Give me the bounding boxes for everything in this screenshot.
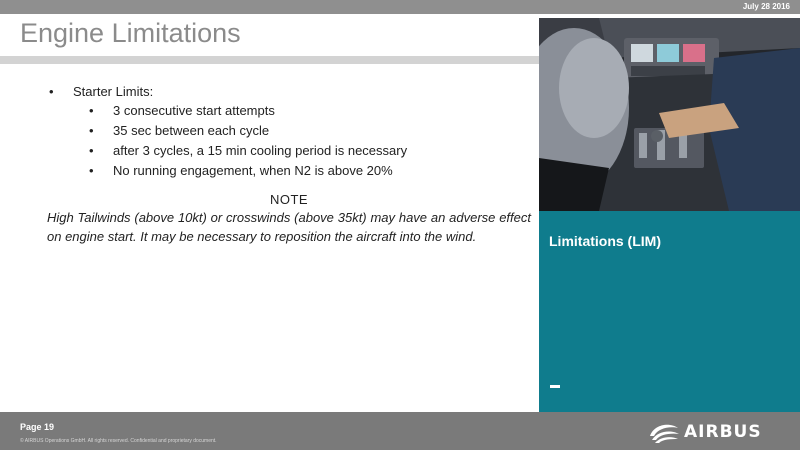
slide-content	[47, 82, 531, 246]
starter-limits-heading: • Starter Limits:	[47, 82, 531, 101]
footer	[0, 412, 800, 450]
list-item: • 35 sec between each cycle	[47, 121, 531, 141]
page-title: Engine Limitations	[20, 18, 241, 48]
note-title: NOTE	[269, 192, 309, 207]
panel-dash	[550, 385, 560, 388]
cockpit-photo	[539, 18, 800, 211]
top-bar	[0, 0, 800, 14]
list-item: • 3 consecutive start attempts	[47, 101, 531, 121]
date-label: July 28 2016	[742, 2, 790, 11]
note-text: High Tailwinds (above 10kt) or crosswinds (above 35kt) may have an adverse effect on engine start. It may be necessary to reposition the aircraft into the wind.	[47, 210, 531, 244]
airbus-swirl-icon	[646, 418, 682, 446]
section-title: Limitations (LIM)	[549, 233, 661, 249]
list-item: • after 3 cycles, a 15 min cooling period is necessary	[47, 141, 531, 161]
airbus-logo-text: AIRBUS	[684, 422, 762, 442]
page-number: Page 19	[20, 422, 55, 432]
airbus-logo	[646, 418, 786, 446]
copyright-notice: © AIRBUS Operations GmbH. All rights reserved. Confidential and proprietary document.	[20, 438, 217, 444]
cockpit-illustration	[539, 18, 800, 211]
list-item: • No running engagement, when N2 is above 20%	[47, 161, 531, 181]
section-panel	[539, 211, 800, 412]
